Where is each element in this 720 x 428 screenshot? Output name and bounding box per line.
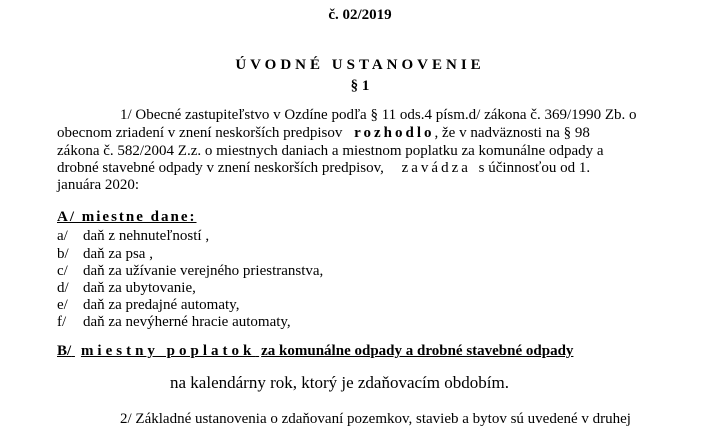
tax-item-c [57,263,323,280]
fee-heading [57,343,573,360]
list-item-text: daň za predajné automaty, [83,297,240,313]
list-marker: c/ [57,263,68,279]
tax-item-e [57,297,239,314]
list-item-text: daň za užívanie verejného priestranstva, [83,263,324,279]
list-marker: a/ [57,228,68,244]
list-marker: e/ [57,297,68,313]
list-item-text: daň za nevýherné hracie automaty, [83,314,291,330]
tax-item-d [57,280,196,297]
list-item-text: daň za ubytovanie, [83,280,196,296]
intro-line-2-end: , že v nadväznosti na § 98 [434,125,590,141]
tax-item-f [57,314,291,331]
intro-line-4-start: drobné stavebné odpady v znení neskorších predpisov, [57,160,384,176]
intro-line-4 [57,160,590,177]
section-title: ÚVODNÉ USTANOVENIE [235,57,485,73]
intro-line-3: zákona č. 582/2004 Z.z. o miestnych daniach a miestnom poplatku za komunálne odpady a [57,143,604,159]
list-item-text: daň z nehnuteľností , [83,228,210,244]
list-marker: d/ [57,280,69,296]
paragraph-mark: § 1 [350,78,370,94]
list-item-text: daň za psa , [83,246,153,262]
fee-heading-prefix: B/ [57,343,72,359]
tax-item-a [57,228,209,245]
decision-keyword: rozhodlo [354,125,435,141]
document-number: č. 02/2019 [328,7,392,23]
fee-period-text: na kalendárny rok, ktorý je zdaňovacím obdobím. [170,373,509,392]
introduce-keyword: zavádza [401,160,471,176]
taxes-heading: A/ miestne dane: [57,209,197,225]
list-marker: b/ [57,246,69,262]
tax-item-b [57,246,153,263]
fee-heading-rest: za komunálne odpady a drobné stavebné odpady [261,343,574,359]
intro-line-4-end: s účinnosťou od 1. [478,160,591,176]
intro-line-2 [57,125,590,142]
fee-heading-spaced: miestny poplatok [80,343,256,359]
next-paragraph-partial: 2/ Základné ustanovenia o zdaňovaní pozemkov, stavieb a bytov sú uvedené v druhej [120,411,631,427]
intro-line-5: januára 2020: [57,177,140,193]
list-marker: f/ [57,314,67,330]
intro-line-2-start: obecnom zriadení v znení neskorších predpisov [57,125,343,141]
intro-line-1: 1/ Obecné zastupiteľstvo v Ozdíne podľa § 11 ods.4 písm.d/ zákona č. 369/1990 Zb. o [120,107,637,123]
